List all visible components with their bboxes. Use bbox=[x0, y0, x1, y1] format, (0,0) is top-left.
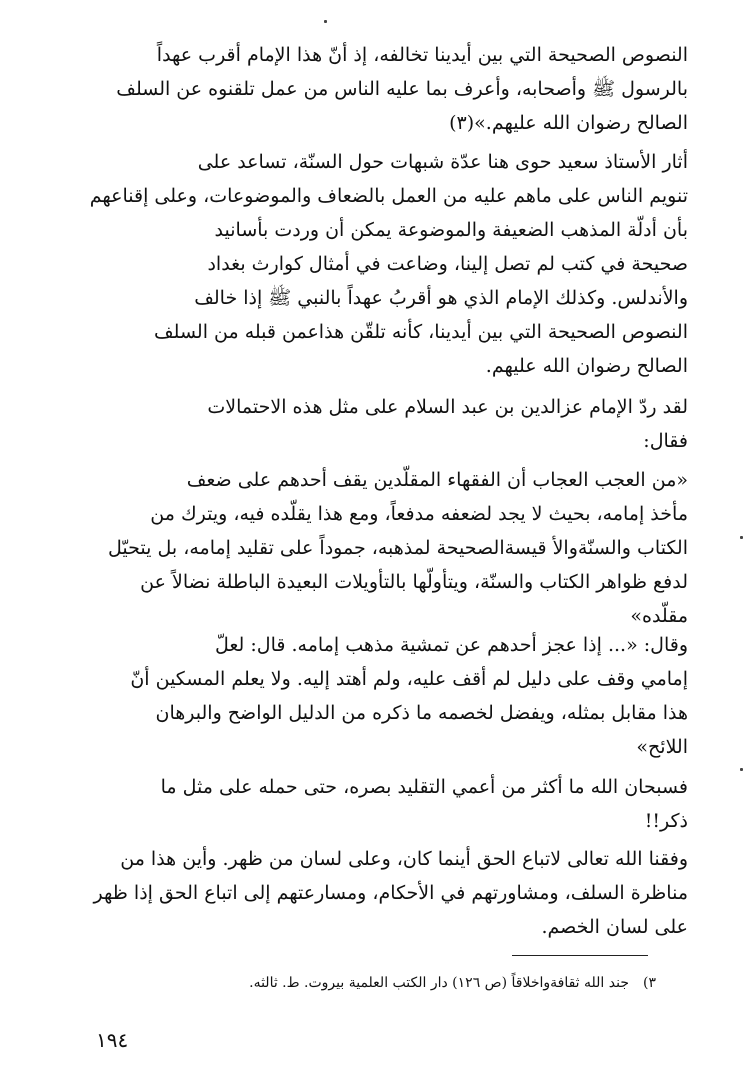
footnote bbox=[96, 972, 656, 994]
text-line: النصوص الصحيحة التي بين أيدينا، كأنه تلقّن هذاعمن قبله من السلف bbox=[154, 321, 688, 343]
text-line: مقلّده» bbox=[630, 605, 688, 627]
text-line: والأندلس. وكذلك الإمام الذي هو أقربُ عهداً بالنبي ﷺ إذا خالف bbox=[194, 287, 688, 309]
scan-speck bbox=[740, 768, 743, 771]
paragraph-3 bbox=[60, 390, 688, 458]
text-line: الصالح رضوان الله عليهم.»(٣) bbox=[449, 112, 688, 134]
text-line: الصالح رضوان الله عليهم. bbox=[485, 355, 688, 377]
quote-2 bbox=[60, 628, 688, 764]
text-line: مناظرة السلف، ومشاورتهم في الأحكام، ومسارعتهم إلى اتباع الحق إذا ظهر bbox=[93, 882, 688, 904]
text-line: فسبحان الله ما أكثر من أعمي التقليد بصره، حتى حمله على مثل ما bbox=[160, 776, 688, 798]
scan-speck bbox=[740, 536, 743, 539]
paragraph-5 bbox=[60, 842, 688, 944]
text-line: اللائح» bbox=[636, 736, 688, 758]
page-number: ١٩٤ bbox=[96, 1028, 129, 1052]
text-line: صحيحة في كتب لم تصل إلينا، وضاعت في أمثال كوارث بغداد bbox=[207, 253, 688, 275]
text-line: بالرسول ﷺ وأصحابه، وأعرف بما عليه الناس من عمل تلقنوه عن السلف bbox=[116, 78, 688, 100]
paragraph-2 bbox=[60, 145, 688, 383]
text-line: بأن أدلّة المذهب الضعيفة والموضوعة يمكن أن وردت بأسانيد bbox=[214, 219, 688, 241]
text-line: لدفع ظواهر الكتاب والسنّة، ويتأولّها بالتأويلات البعيدة الباطلة نضالاً عن bbox=[140, 571, 688, 593]
footnote-marker: ٣) bbox=[643, 975, 656, 991]
text-line: مأخذ إمامه، بحيث لا يجد لضعفه مدفعاً، ومع هذا يقلّده فيه، ويترك من bbox=[150, 503, 688, 525]
footnote-text: جند الله ثقافةواخلاقاً (ص ١٢٦) دار الكتب العلمية بيروت. ط. ثالثه. bbox=[249, 975, 629, 991]
text-line: على لسان الخصم. bbox=[541, 916, 688, 938]
paragraph-1 bbox=[60, 38, 688, 140]
text-line: فقال: bbox=[643, 430, 688, 452]
text-line: أثار الأستاذ سعيد حوى هنا عدّة شبهات حول السنّة، تساعد على bbox=[197, 151, 688, 173]
text-line: وفقنا الله تعالى لاتباع الحق أينما كان، وعلى لسان من ظهر. وأين هذا من bbox=[120, 848, 688, 870]
text-line: تنويم الناس على ماهم عليه من العمل بالضعاف والموضوعات، وعلى إقناعهم bbox=[89, 185, 688, 207]
text-line: إمامي وقف على دليل لم أقف عليه، ولم أهتد إليه. ولا يعلم المسكين أنّ bbox=[130, 668, 688, 690]
text-line: النصوص الصحيحة التي بين أيدينا تخالفه، إذ أنّ هذا الإمام أقرب عهداً bbox=[156, 44, 688, 66]
quote-1 bbox=[60, 463, 688, 633]
text-line: هذا مقابل بمثله، ويفضل لخصمه ما ذكره من الدليل الواضح والبرهان bbox=[155, 702, 688, 724]
text-line: ذكر!! bbox=[644, 810, 688, 832]
text-line: وقال: «... إذا عجز أحدهم عن تمشية مذهب إمامه. قال: لعلّ bbox=[215, 634, 688, 656]
scan-speck bbox=[324, 20, 327, 23]
text-line: لقد ردّ الإمام عزالدين بن عبد السلام على مثل هذه الاحتمالات bbox=[207, 396, 688, 418]
text-line: «من العجب العجاب أن الفقهاء المقلّدين يقف أحدهم على ضعف bbox=[186, 469, 688, 491]
text-line: الكتاب والسنّةوالأ قيسةالصحيحة لمذهبه، جموداً على تقليد إمامه، بل يتحيّل bbox=[108, 537, 688, 559]
paragraph-4 bbox=[60, 770, 688, 838]
footnote-divider bbox=[512, 955, 648, 956]
